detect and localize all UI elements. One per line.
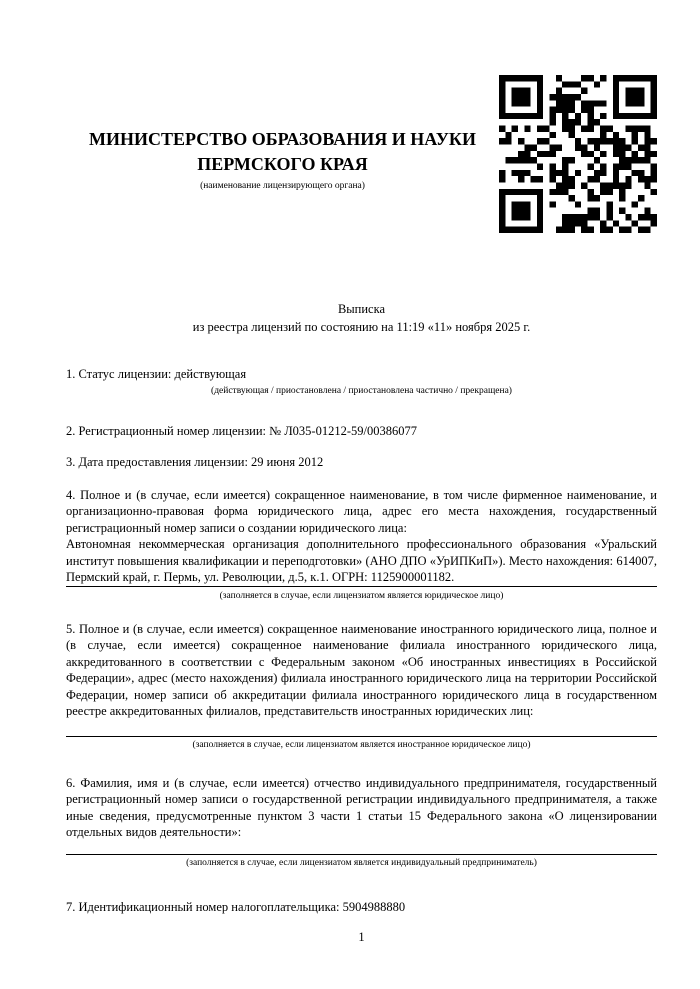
licensing-authority-block bbox=[66, 75, 499, 191]
item-license-status bbox=[66, 366, 657, 397]
item-6-divider bbox=[66, 854, 657, 855]
item-foreign-entity bbox=[66, 621, 657, 751]
doc-title-line1: Выписка bbox=[337, 302, 386, 316]
item-individual-entrepreneur bbox=[66, 775, 657, 869]
item-5-divider bbox=[66, 736, 657, 737]
qr-code-icon bbox=[499, 75, 657, 233]
item-legal-entity bbox=[66, 487, 657, 602]
item-1-text: 1. Статус лицензии: действующая bbox=[66, 367, 247, 381]
item-2-text: 2. Регистрационный номер лицензии: № Л035-01212-59/00386077 bbox=[66, 423, 417, 438]
item-5-text: 5. Полное и (в случае, если имеется) сокращенное наименование иностранного юридического лица, полное и (в случае, если имеется) сокращенное наименование филиала иностранного юридического лица, аккредитованного в соответствии с Федеральным законом «Об иностранных инвестициях в Российской Федерации», адрес (место нахождения) филиала иностранного юридического лица на территории Российской Федерации, номер записи об аккредитации филиала иностранного юридического лица в государственном реестре аккредитованных филиалов, представительств иностранных юридических лиц: bbox=[66, 621, 657, 718]
item-4-value: Автономная некоммерческая организация дополнительного профессионального образования «Уральский институт повышения квалификации и переподготовки» (АНО ДПО «УрИПКиП»). Место нахождения: 614007, Пермский край, г. Пермь, ул. Революции, д.5, к.1. ОГРН: 1125900001182. bbox=[66, 537, 657, 584]
item-4-text: 4. Полное и (в случае, если имеется) сокращенное наименование, в том числе фирменное наименование, и организационно-правовая форма юридического лица, адрес его места нахождения, государственный регистрационный номер записи о создании юридического лица: bbox=[66, 487, 657, 535]
document-title bbox=[66, 300, 657, 336]
document-header bbox=[66, 75, 657, 233]
item-5-caption: (заполняется в случае, если лицензиатом является иностранное юридическое лицо) bbox=[192, 739, 531, 750]
item-license-date bbox=[66, 454, 657, 471]
item-3-text: 3. Дата предоставления лицензии: 29 июня 2012 bbox=[66, 455, 324, 469]
item-taxpayer-number bbox=[66, 899, 657, 916]
ministry-name bbox=[66, 127, 499, 177]
item-6-value bbox=[66, 841, 657, 854]
item-4-caption: (заполняется в случае, если лицензиатом является юридическое лицо) bbox=[219, 590, 504, 601]
doc-title-line2: из реестра лицензий по состоянию на 11:19 «11» ноября 2025 г. bbox=[192, 320, 531, 334]
item-6-text: 6. Фамилия, имя и (в случае, если имеется) отчество индивидуального предпринимателя, государственный регистрационный номер записи о государственной регистрации индивидуального предпринимателя, а также иные сведения, предусмотренные пунктом 3 части 1 статьи 15 Федерального закона «О лицензировании отдельных видов деятельности»: bbox=[66, 775, 657, 839]
item-1-caption: (действующая / приостановлена / приостановлена частично / прекращена) bbox=[211, 385, 512, 396]
page-number: 1 bbox=[358, 930, 365, 944]
ministry-name-line2: ПЕРМСКОГО КРАЯ bbox=[197, 154, 368, 174]
ministry-name-line1: МИНИСТЕРСТВО ОБРАЗОВАНИЯ И НАУКИ bbox=[89, 129, 476, 149]
item-5-value bbox=[66, 720, 657, 736]
authority-caption: (наименование лицензирующего органа) bbox=[200, 181, 365, 191]
item-4-divider bbox=[66, 586, 657, 587]
item-7-text: 7. Идентификационный номер налогоплательщика: 5904988880 bbox=[66, 899, 406, 914]
item-6-caption: (заполняется в случае, если лицензиатом является индивидуальный предприниматель) bbox=[186, 857, 537, 868]
item-registration-number bbox=[66, 423, 657, 440]
